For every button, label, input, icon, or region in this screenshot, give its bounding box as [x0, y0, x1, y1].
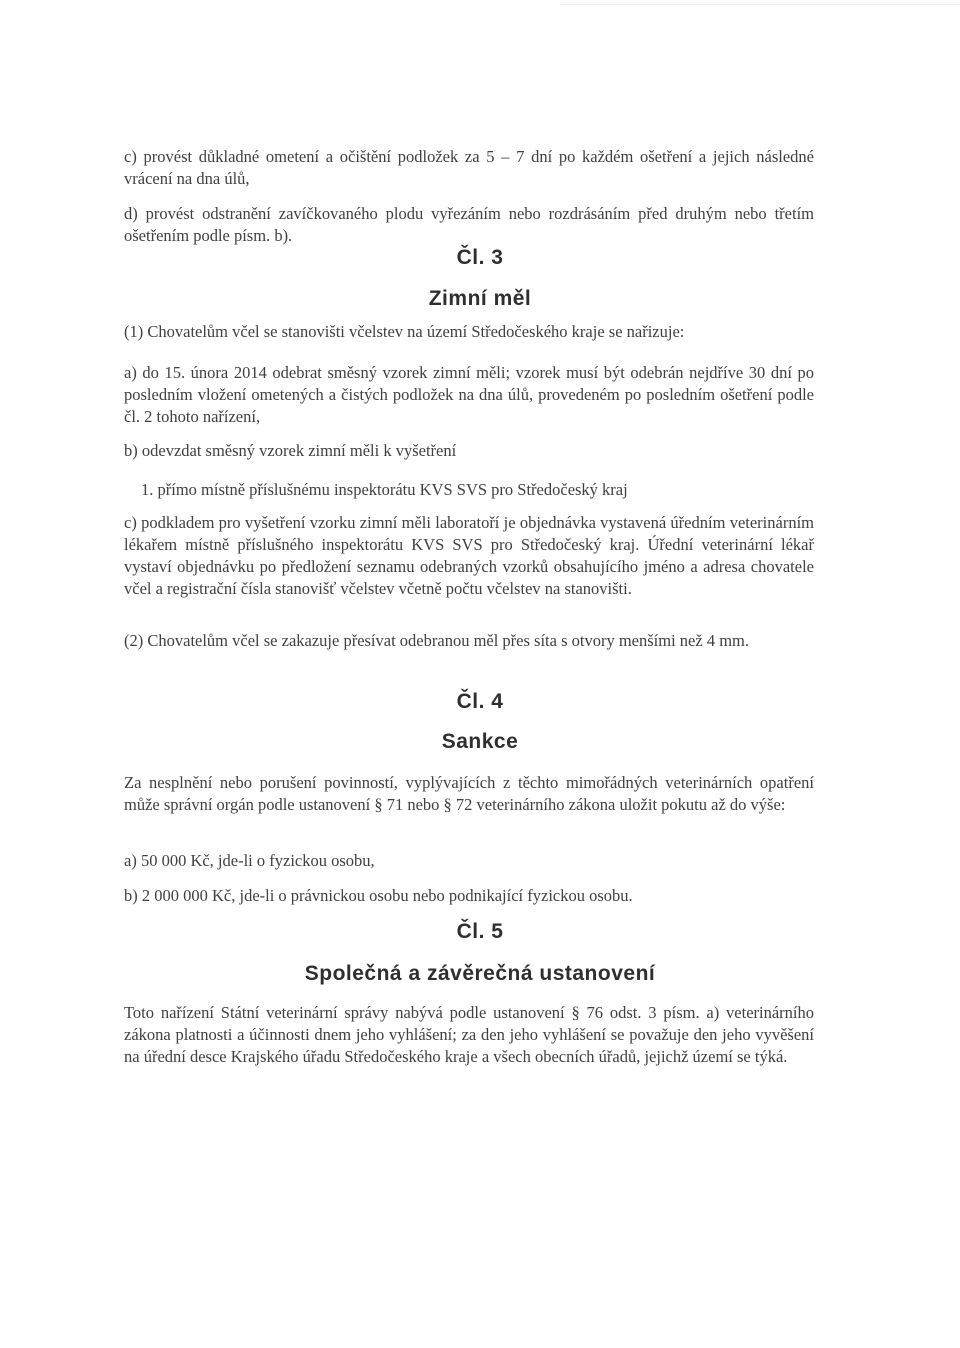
paragraph-sankce-a: a) 50 000 Kč, jde-li o fyzickou osobu,: [124, 851, 375, 870]
article-5-title: Společná a závěrečná ustanovení: [304, 962, 656, 985]
scan-edge-line: [560, 4, 960, 5]
paragraph-a-odebrat: a) do 15. února 2014 odebrat směsný vzorek zimní měli; vzorek musí být odebrán nejdříve 30 dní po posledním vložení ometených a čistých podložek na dna úlů, provedeném po posledním ošetření podle čl. 2 tohoto nařízení,: [124, 363, 814, 426]
article-4-title: Sankce: [441, 730, 519, 753]
paragraph-1-intro: (1) Chovatelům včel se stanovišti včelstev na území Středočeského kraje se nařizuje:: [124, 322, 685, 341]
article-4-number: Čl. 4: [456, 690, 504, 713]
paragraph-sankce-intro: Za nesplnění nebo porušení povinností, vyplývajících z těchto mimořádných veterinárních opatření může správní orgán podle ustanovení § 71 nebo § 72 veterinárního zákona uložit pokutu až do výše:: [124, 773, 814, 814]
article-5-number: Čl. 5: [456, 920, 504, 943]
paragraph-b-odevzdat: b) odevzdat směsný vzorek zimní měli k vyšetření: [124, 441, 457, 460]
article-3-number: Čl. 3: [456, 246, 504, 269]
paragraph-zaverecna: Toto nařízení Státní veterinární správy nabývá podle ustanovení § 76 odst. 3 písm. a) veterinárního zákona platnosti a účinnosti dnem jeho vyhlášení; za den jeho vyhlášení se považuje den jeho vyvěšení na úřední desce Krajského úřadu Středočeského kraje a všech obecních úřadů, jejichž území se týká.: [124, 1003, 814, 1066]
paragraph-c-podklad: c) podkladem pro vyšetření vzorku zimní měli laboratoří je objednávka vystavená úředním veterinárním lékařem místně příslušného inspektorátu KVS SVS pro Středočeský kraj. Úřední veterinární lékař vystaví objednávku po předložení seznamu odebraných vzorků obsahujícího jméno a adresa chovatele včel a registrační čísla stanovišť včelstev včetně počtu včelstev na stanovišti.: [124, 513, 814, 598]
paragraph-d-odstraneni: d) provést odstranění zavíčkovaného plodu vyřezáním nebo rozdrásáním před druhým nebo třetím ošetřením podle písm. b).: [124, 204, 814, 245]
article-3-title: Zimní měl: [428, 287, 532, 310]
paragraph-b-1-inspektorat: 1. přímo místně příslušnému inspektorátu KVS SVS pro Středočeský kraj: [141, 480, 628, 499]
paragraph-2-zakaz: (2) Chovatelům včel se zakazuje přesívat odebranou měl přes síta s otvory menšími než 4 mm.: [124, 631, 749, 650]
paragraph-sankce-b: b) 2 000 000 Kč, jde-li o právnickou osobu nebo podnikající fyzickou osobu.: [124, 886, 633, 905]
paragraph-c-ometeni: c) provést důkladné ometení a očištění podložek za 5 – 7 dní po každém ošetření a jejich následné vrácení na dna úlů,: [124, 147, 814, 188]
